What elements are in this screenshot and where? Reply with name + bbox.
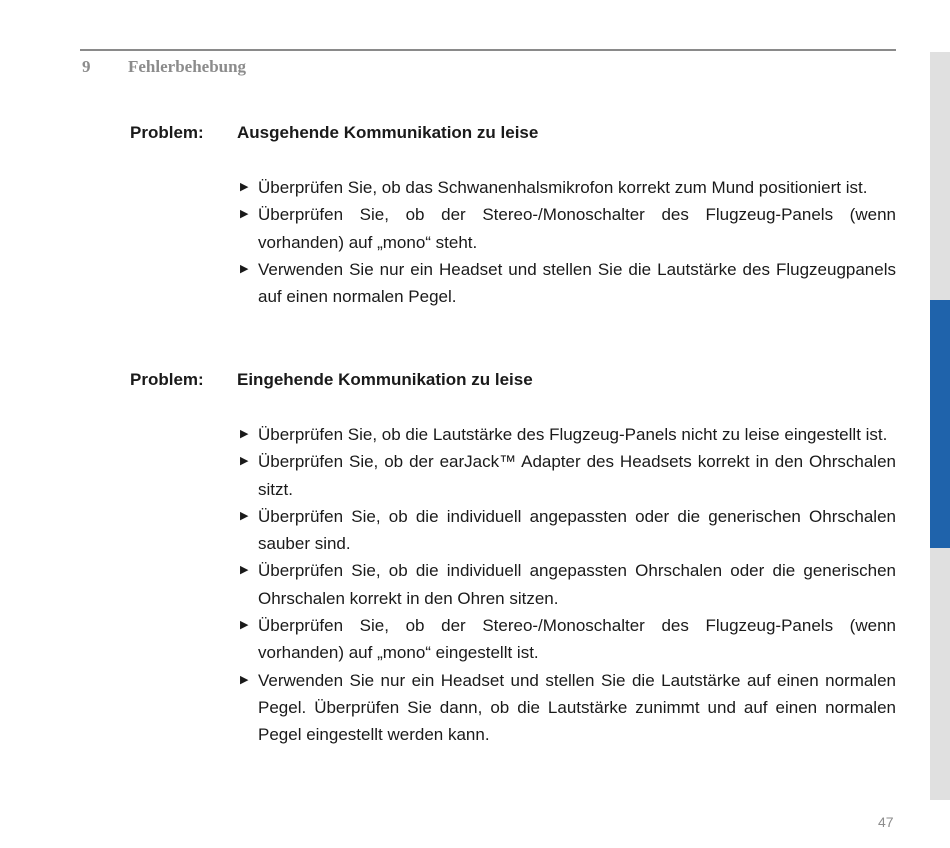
list-item xyxy=(237,667,896,749)
chapter-title: Fehlerbehebung xyxy=(128,57,247,76)
header-rule xyxy=(80,49,896,51)
chapter-number: 9 xyxy=(82,57,91,76)
solution-list xyxy=(237,421,896,749)
side-tab-bar xyxy=(930,52,950,800)
running-header xyxy=(82,57,246,77)
list-item xyxy=(237,256,896,311)
right-triangle-icon: ▶ xyxy=(240,673,249,686)
list-item-text: Überprüfen Sie, ob die Lautstärke des Flugzeug-Panels nicht zu leise eingestellt ist. xyxy=(258,425,888,444)
list-item-text: Überprüfen Sie, ob das Schwanenhalsmikrofon korrekt zum Mund positioniert ist. xyxy=(258,178,868,197)
right-triangle-icon: ▶ xyxy=(240,262,249,275)
list-item-text: Überprüfen Sie, ob die individuell angepassten oder die generischen Ohrschalen sauber sind. xyxy=(258,506,896,554)
right-triangle-icon: ▶ xyxy=(240,509,249,522)
list-item-text: Überprüfen Sie, ob der Stereo-/Monoschalter des Flugzeug-Panels (wenn vorhanden) auf „mono“ steht. xyxy=(258,205,896,252)
list-item-text: Verwenden Sie nur ein Headset und stellen Sie die Lautstärke auf einen normalen Pegel. Überprüfen Sie dann, ob die Lautstärke zunimmt und auf einen normalen Pegel eingestellt werden kann. xyxy=(258,670,896,745)
list-item xyxy=(237,612,896,667)
list-item-text: Verwenden Sie nur ein Headset und stellen Sie die Lautstärke des Flugzeugpanels auf einen normalen Pegel. xyxy=(258,259,896,307)
right-triangle-icon: ▶ xyxy=(240,208,249,221)
list-item-text: Überprüfen Sie, ob der Stereo-/Monoschalter des Flugzeug-Panels (wenn vorhanden) auf „mono“ eingestellt ist. xyxy=(258,616,896,663)
list-item xyxy=(237,503,896,558)
chapter-accent-tab xyxy=(930,300,950,548)
list-item xyxy=(237,557,896,612)
list-item-text: Überprüfen Sie, ob die individuell angepassten Ohrschalen oder die generischen Ohrschalen korrekt in den Ohren sitzen. xyxy=(258,561,896,608)
right-triangle-icon: ▶ xyxy=(240,619,249,632)
problem-title: Eingehende Kommunikation zu leise xyxy=(237,370,533,389)
list-item xyxy=(237,174,896,201)
right-triangle-icon: ▶ xyxy=(240,455,249,468)
page-number: 47 xyxy=(878,814,894,830)
problem-label: Problem: xyxy=(130,123,204,142)
problem-label: Problem: xyxy=(130,370,204,389)
right-triangle-icon: ▶ xyxy=(240,181,249,193)
solution-list xyxy=(237,174,896,310)
problem-title: Ausgehende Kommunikation zu leise xyxy=(237,123,539,142)
list-item-text: Überprüfen Sie, ob der earJack™ Adapter des Headsets korrekt in den Ohrschalen sitzt. xyxy=(258,452,896,499)
right-triangle-icon: ▶ xyxy=(240,564,249,577)
right-triangle-icon: ▶ xyxy=(240,428,249,440)
list-item xyxy=(237,421,896,448)
list-item xyxy=(237,201,896,256)
list-item xyxy=(237,448,896,503)
